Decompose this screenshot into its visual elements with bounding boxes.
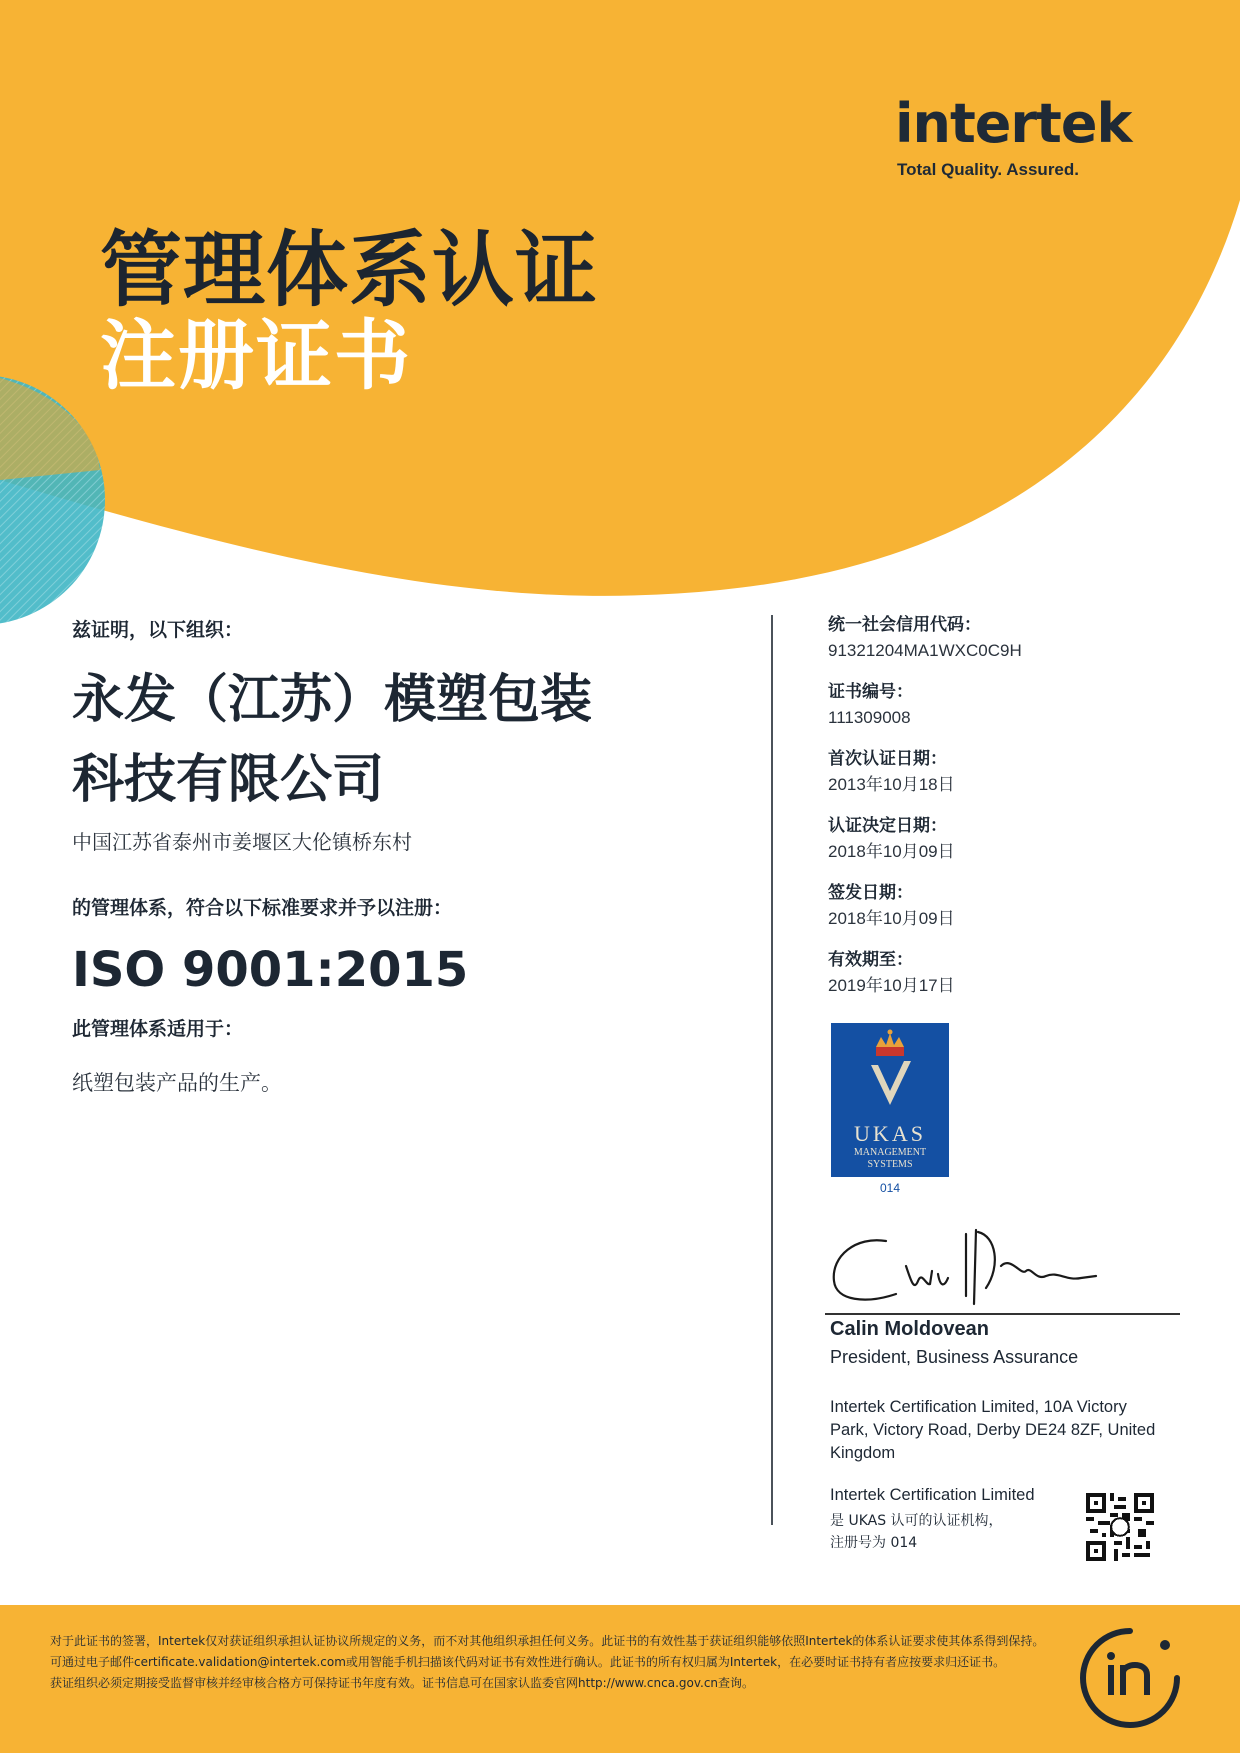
detail-field	[828, 746, 1188, 797]
standard-name: ISO 9001:2015	[72, 942, 469, 998]
detail-label: 首次认证日期：	[828, 749, 947, 769]
detail-label: 证书编号：	[828, 682, 913, 702]
footer-disclaimer	[50, 1631, 1050, 1694]
brand-logo: intertek	[895, 92, 1132, 155]
footer-band	[0, 1605, 1240, 1753]
detail-label: 签发日期：	[828, 883, 913, 903]
ukas-name: UKAS	[854, 1121, 926, 1146]
ukas-mark	[831, 1023, 949, 1177]
detail-field	[828, 679, 1188, 730]
detail-label: 有效期至：	[828, 950, 913, 970]
certificate-title-line1: 管理体系认证	[100, 223, 599, 318]
detail-value: 2018年10月09日	[828, 909, 955, 928]
qr-code-icon	[1086, 1493, 1154, 1561]
organization-name-line2: 科技有限公司	[72, 750, 385, 810]
ukas-check-icon	[871, 1061, 911, 1105]
ukas-crown-icon	[831, 1023, 949, 1123]
signatory-name: Calin Moldovean	[830, 1318, 989, 1340]
detail-value: 2019年10月17日	[828, 976, 955, 995]
column-divider	[771, 615, 773, 1525]
organization-address: 中国江苏省泰州市姜堰区大伦镇桥东村	[72, 830, 412, 854]
certificate-body	[72, 615, 712, 1097]
detail-value: 91321204MA1WXC0C9H	[828, 641, 1022, 660]
scope-text: 纸塑包装产品的生产。	[72, 1071, 282, 1095]
ukas-line3: SYSTEMS	[867, 1159, 913, 1170]
detail-field	[828, 947, 1188, 998]
accreditation-statement-zh: 是 UKAS 认可的认证机构，	[830, 1513, 1003, 1529]
detail-field	[828, 880, 1188, 931]
certify-label: 兹证明，以下组织：	[72, 619, 244, 641]
signature-image	[826, 1226, 1106, 1316]
brand-tagline: Total Quality. Assured.	[897, 160, 1079, 179]
scope-label: 此管理体系适用于：	[72, 1018, 244, 1040]
detail-label: 认证决定日期：	[828, 816, 947, 836]
detail-value: 2013年10月18日	[828, 775, 955, 794]
certificate-title-line2: 注册证书	[100, 311, 412, 400]
ukas-line2: MANAGEMENT	[853, 1147, 927, 1158]
ukas-number: 014	[879, 1181, 901, 1195]
detail-label: 统一社会信用代码：	[828, 615, 981, 635]
signatory-title: President, Business Assurance	[830, 1347, 1079, 1367]
organization-name-line1: 永发（江苏）模塑包装	[72, 670, 593, 730]
issuer-address: Intertek Certification Limited, 10A Victory Park, Victory Road, Derby DE24 8ZF, United Kingdom	[830, 1398, 1156, 1462]
organization-name	[72, 660, 712, 820]
accreditation-statement-en: Intertek Certification Limited	[830, 1486, 1035, 1504]
detail-value: 111309008	[828, 708, 911, 727]
footer-line2: 获证组织必须定期接受监督审核并经审核合格方可保持证书年度有效。证书信息可在国家认监委官网http://www.cnca.gov.cn查询。	[50, 1676, 755, 1690]
footer-line1: 对于此证书的签署，Intertek仅对获证组织承担认证协议所规定的义务，而不对其他组织承担任何义务。此证书的有效性基于获证组织能够依照Intertek的体系认证要求使其体系得到保持。可通过电子邮件certificate.validation@intertek.com或用智能手机扫描该代码对证书有效性进行确认。此证书的所有权归属为Intertek，在必要时证书持有者应按要求归还证书。	[50, 1634, 1045, 1669]
detail-field	[828, 612, 1188, 663]
accreditation-number-zh: 注册号为 014	[830, 1535, 918, 1551]
detail-value: 2018年10月09日	[828, 842, 955, 861]
detail-field	[828, 813, 1188, 864]
in-circle-logo	[1075, 1623, 1185, 1733]
signature-line	[825, 1313, 1180, 1315]
management-system-label: 的管理体系，符合以下标准要求并予以注册：	[72, 897, 453, 919]
certificate-details	[828, 612, 1188, 1014]
